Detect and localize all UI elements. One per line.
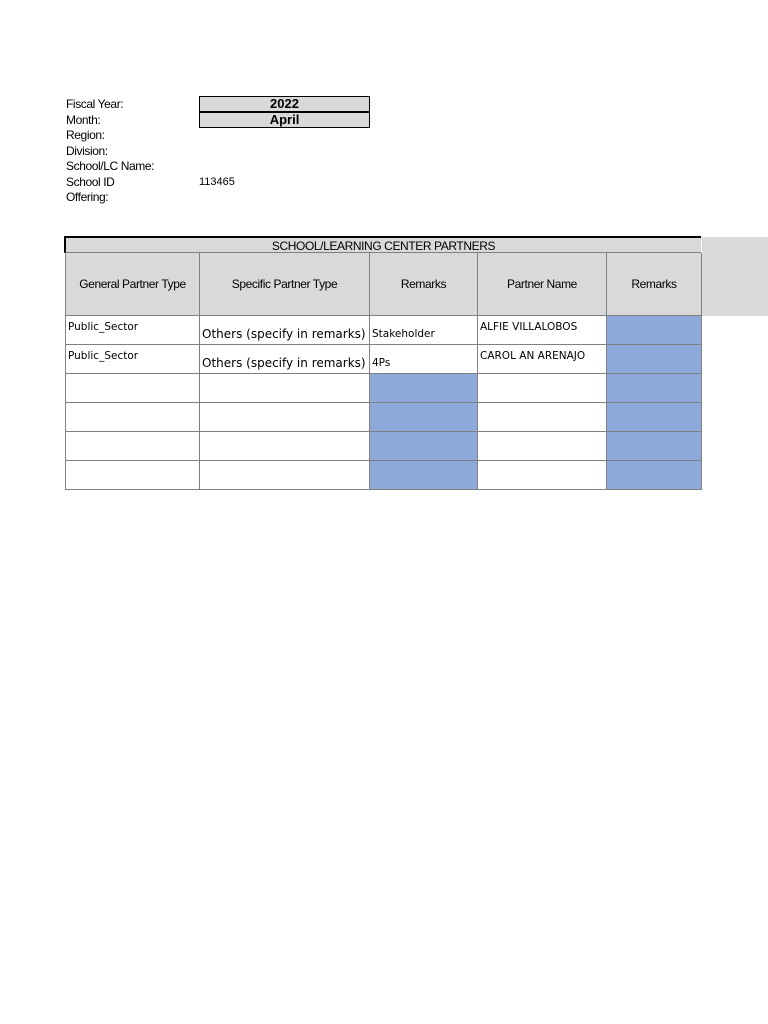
cell-text: Public_Sector bbox=[68, 350, 139, 362]
cell-partner-name[interactable] bbox=[477, 345, 606, 374]
cell-text: CAROL AN ARENAJO bbox=[480, 350, 586, 362]
cell-remarks-2[interactable] bbox=[606, 461, 702, 490]
header-partner-name: Partner Name bbox=[477, 253, 606, 316]
cell-remarks-2[interactable] bbox=[606, 432, 702, 461]
month-label: Month: bbox=[66, 113, 101, 127]
cell-specific-partner-type[interactable] bbox=[199, 461, 369, 490]
cell-remarks-2[interactable] bbox=[606, 374, 702, 403]
cell-specific-partner-type[interactable] bbox=[199, 432, 369, 461]
cell-text: Public_Sector bbox=[68, 321, 139, 333]
cell-remarks[interactable] bbox=[369, 374, 477, 403]
school-id-value[interactable]: 113465 bbox=[199, 176, 235, 188]
cell-remarks-2[interactable] bbox=[606, 345, 702, 374]
division-label: Division: bbox=[66, 144, 108, 158]
cell-general-partner-type[interactable] bbox=[65, 403, 199, 432]
cell-specific-partner-type[interactable] bbox=[199, 316, 369, 345]
cell-general-partner-type[interactable] bbox=[65, 345, 199, 374]
cell-partner-name[interactable] bbox=[477, 432, 606, 461]
cell-partner-name[interactable] bbox=[477, 374, 606, 403]
cell-remarks[interactable] bbox=[369, 403, 477, 432]
cell-general-partner-type[interactable] bbox=[65, 316, 199, 345]
header-remarks: Remarks bbox=[369, 253, 477, 316]
fiscal-year-label: Fiscal Year: bbox=[66, 97, 124, 111]
cell-text: ALFIE VILLALOBOS bbox=[480, 321, 578, 333]
school-name-label: School/LC Name: bbox=[66, 159, 155, 173]
cell-partner-name[interactable] bbox=[477, 403, 606, 432]
cell-remarks-2[interactable] bbox=[606, 403, 702, 432]
cell-specific-partner-type[interactable] bbox=[199, 345, 369, 374]
cell-general-partner-type[interactable] bbox=[65, 374, 199, 403]
fiscal-year-value[interactable]: 2022 bbox=[199, 96, 370, 112]
cell-partner-name[interactable] bbox=[477, 316, 606, 345]
cell-text: 4Ps bbox=[372, 357, 391, 369]
cell-specific-partner-type[interactable] bbox=[199, 403, 369, 432]
cell-specific-partner-type[interactable] bbox=[199, 374, 369, 403]
table-title: SCHOOL/LEARNING CENTER PARTNERS bbox=[64, 236, 701, 253]
school-id-label: School ID bbox=[66, 175, 115, 189]
cell-general-partner-type[interactable] bbox=[65, 432, 199, 461]
month-value[interactable]: April bbox=[199, 112, 370, 128]
header-specific-partner-type: Specific Partner Type bbox=[199, 253, 369, 316]
offering-label: Offering: bbox=[66, 190, 109, 204]
cell-remarks[interactable] bbox=[369, 432, 477, 461]
header-remarks-2: Remarks bbox=[606, 253, 702, 316]
cell-general-partner-type[interactable] bbox=[65, 461, 199, 490]
cell-text: Stakeholder bbox=[372, 328, 435, 340]
cell-remarks-2[interactable] bbox=[606, 316, 702, 345]
cell-remarks[interactable] bbox=[369, 345, 477, 374]
cell-text: Others (specify in remarks) bbox=[202, 327, 366, 341]
header-overflow-fill bbox=[702, 237, 768, 316]
header-general-partner-type: General Partner Type bbox=[65, 253, 199, 316]
region-label: Region: bbox=[66, 128, 105, 142]
cell-remarks[interactable] bbox=[369, 316, 477, 345]
cell-remarks[interactable] bbox=[369, 461, 477, 490]
cell-partner-name[interactable] bbox=[477, 461, 606, 490]
cell-text: Others (specify in remarks) bbox=[202, 356, 366, 370]
